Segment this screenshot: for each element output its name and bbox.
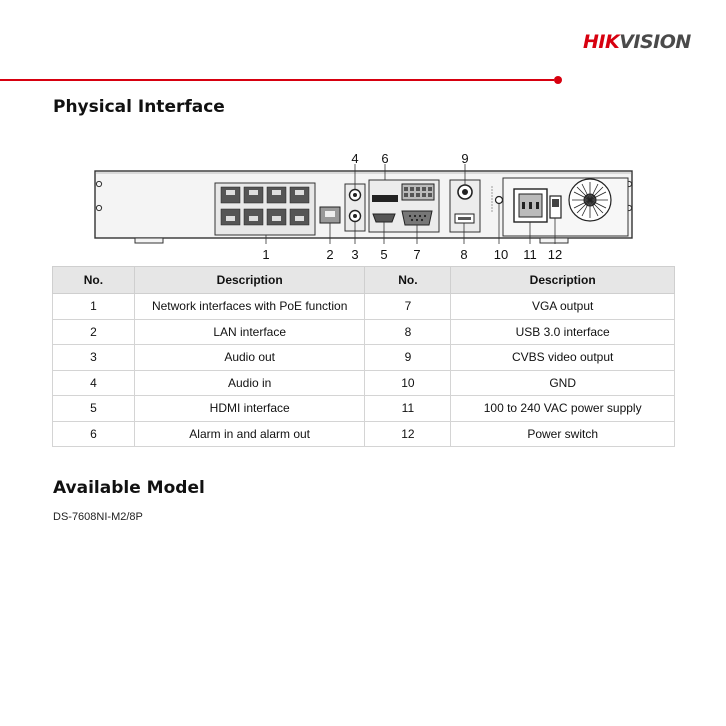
callout-12: 12 [547, 247, 563, 262]
callout-7: 7 [413, 247, 421, 262]
callout-4: 4 [351, 151, 359, 166]
physical-interface-title: Physical Interface [53, 97, 225, 117]
hikvision-logo [583, 31, 709, 53]
table-row [53, 319, 675, 345]
nvr-rear-panel-diagram [90, 150, 640, 265]
cell-description: Alarm in and alarm out [134, 421, 365, 447]
table-row [53, 294, 675, 320]
cell-no: 11 [365, 396, 451, 422]
logo-part-hik: HIK [583, 31, 620, 53]
cell-no: 7 [365, 294, 451, 320]
table-row [53, 396, 675, 422]
cell-description: Power switch [451, 421, 675, 447]
header-divider [0, 79, 554, 81]
callout-5: 5 [380, 247, 388, 262]
callout-9: 9 [461, 151, 469, 166]
table-header-row [53, 267, 675, 294]
cell-no: 12 [365, 421, 451, 447]
header-description: Description [134, 267, 365, 294]
cell-description: HDMI interface [134, 396, 365, 422]
cvbs-usb-block [450, 180, 480, 232]
cell-description: USB 3.0 interface [451, 319, 675, 345]
interface-table [52, 266, 675, 447]
cell-no: 10 [365, 370, 451, 396]
alarm-hdmi-vga-block [369, 180, 439, 232]
cell-no: 4 [53, 370, 135, 396]
header-divider-dot [554, 76, 562, 84]
cell-no: 5 [53, 396, 135, 422]
cell-no: 1 [53, 294, 135, 320]
cell-no: 6 [53, 421, 135, 447]
cell-description: GND [451, 370, 675, 396]
cell-no: 2 [53, 319, 135, 345]
cell-no: 8 [365, 319, 451, 345]
header-description-2: Description [451, 267, 675, 294]
cell-no: 9 [365, 345, 451, 371]
cell-description: LAN interface [134, 319, 365, 345]
model-number: DS-7608NI-M2/8P [53, 511, 143, 523]
header-no: No. [53, 267, 135, 294]
callout-11: 11 [523, 247, 537, 262]
cell-description: VGA output [451, 294, 675, 320]
cell-description: Audio out [134, 345, 365, 371]
lan-port [320, 207, 340, 223]
callout-8: 8 [460, 247, 468, 262]
logo-part-vision: VISION [619, 31, 691, 53]
callout-10: 10 [493, 247, 509, 262]
table-row [53, 370, 675, 396]
table-row [53, 421, 675, 447]
available-model-title: Available Model [53, 478, 205, 498]
power-section [503, 178, 628, 236]
callout-6: 6 [381, 151, 389, 166]
callout-3: 3 [351, 247, 359, 262]
cell-no: 3 [53, 345, 135, 371]
header-no-2: No. [365, 267, 451, 294]
poe-ports [215, 183, 315, 235]
callout-1: 1 [262, 247, 270, 262]
cell-description: Audio in [134, 370, 365, 396]
callout-2: 2 [326, 247, 334, 262]
cell-description: CVBS video output [451, 345, 675, 371]
cell-description: 100 to 240 VAC power supply [451, 396, 675, 422]
cell-description: Network interfaces with PoE function [134, 294, 365, 320]
table-row [53, 345, 675, 371]
